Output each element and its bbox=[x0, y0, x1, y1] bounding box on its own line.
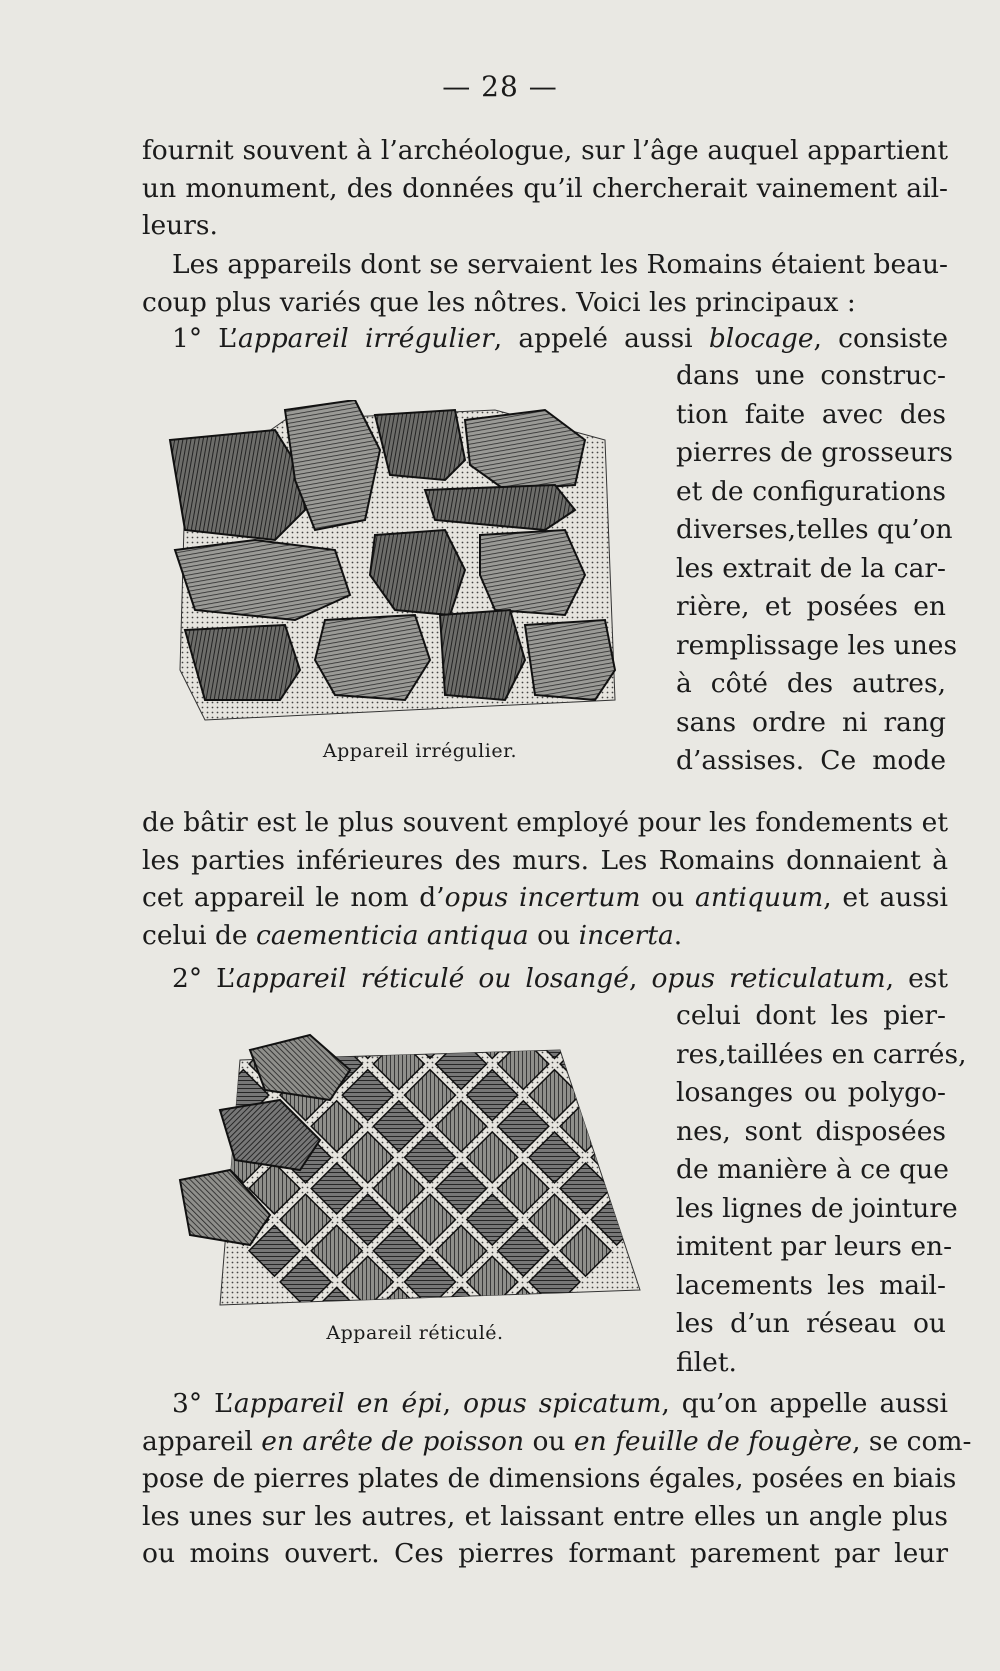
text-line bbox=[142, 1423, 972, 1461]
text-line: lacements les mail- bbox=[676, 1269, 946, 1301]
text-line: diverses,telles qu’on bbox=[676, 514, 953, 545]
text-line: nes, sont disposées bbox=[676, 1115, 946, 1147]
figure1-caption: Appareil irrégulier. bbox=[322, 740, 518, 762]
text-span: , est bbox=[885, 963, 949, 994]
item1-number: 1° L’ bbox=[172, 323, 238, 354]
item1-column-text bbox=[676, 357, 958, 781]
text-line: coup plus variés que les nôtres. Voici les principaux : bbox=[142, 286, 856, 318]
text-line: res,taillées en carrés, bbox=[676, 1038, 967, 1070]
text-line: à côté des autres, bbox=[676, 668, 946, 699]
text-line bbox=[142, 917, 948, 955]
figure-appareil-irregulier bbox=[165, 400, 645, 730]
text-span: , consiste bbox=[813, 323, 948, 354]
text-line: remplissage les unes bbox=[676, 629, 958, 661]
item2-number: 2° L’ bbox=[172, 963, 236, 994]
term-blocage: blocage bbox=[708, 323, 814, 354]
intro-paragraph bbox=[142, 132, 948, 245]
term-appareil-reticule: appareil réticulé ou losangé bbox=[235, 963, 629, 994]
term-feuille-de-fougere: en feuille de fougère bbox=[573, 1425, 853, 1457]
text-span: celui de bbox=[142, 919, 257, 951]
page-number: — 28 — bbox=[442, 70, 558, 103]
text-line: filet. bbox=[676, 1346, 737, 1378]
text-line: de bâtir est le plus souvent employé pour les fondements et bbox=[142, 807, 948, 838]
text-line bbox=[142, 1385, 948, 1423]
text-line: celui dont les pier- bbox=[676, 1000, 946, 1031]
text-line: tion faite avec des bbox=[676, 398, 946, 430]
term-caementicia-antiqua: caementicia antiqua bbox=[256, 919, 529, 951]
text-span: , et aussi bbox=[823, 882, 948, 913]
text-span: . bbox=[673, 919, 683, 951]
term-arete-de-poisson: en arête de poisson bbox=[261, 1425, 525, 1457]
text-line: et de configurations bbox=[676, 475, 946, 507]
text-line: fournit souvent à l’archéologue, sur l’âge auquel appartient bbox=[142, 135, 948, 166]
text-line: pose de pierres plates de dimensions égales, posées en biais bbox=[142, 1463, 957, 1494]
text-line: Les appareils dont se servaient les Romains étaient beau- bbox=[172, 249, 948, 280]
item1-continuation bbox=[142, 804, 948, 954]
text-line: les unes sur les autres, et laissant entre elles un angle plus bbox=[142, 1500, 948, 1532]
term-opus-spicatum: opus spicatum bbox=[463, 1388, 662, 1419]
term-appareil-irregulier: appareil irrégulier bbox=[237, 323, 494, 354]
text-line: les parties inférieures des murs. Les Romains donnaient à bbox=[142, 844, 948, 876]
figure2-caption: Appareil réticulé. bbox=[326, 1322, 504, 1344]
text-span: , appelé aussi bbox=[493, 323, 709, 354]
item2-column-text bbox=[676, 997, 967, 1382]
item2-heading bbox=[142, 960, 948, 998]
text-span: ou bbox=[528, 919, 579, 951]
item3-number: 3° L’ bbox=[172, 1388, 234, 1419]
text-span: , bbox=[442, 1388, 464, 1419]
appareils-paragraph bbox=[142, 246, 948, 321]
text-line: leurs. bbox=[142, 210, 218, 241]
text-span: cet appareil le nom d’ bbox=[142, 882, 445, 913]
text-span: , bbox=[628, 963, 652, 994]
term-incerta: incerta bbox=[578, 919, 674, 951]
text-line bbox=[142, 879, 948, 917]
text-span: , se com- bbox=[852, 1425, 972, 1457]
text-line: les extrait de la car- bbox=[676, 552, 946, 584]
item1-heading bbox=[142, 320, 948, 358]
text-line: ou moins ouvert. Ces pierres formant parement par leur bbox=[142, 1538, 948, 1569]
text-line: losanges ou polygo- bbox=[676, 1077, 946, 1108]
text-line: sans ordre ni rang bbox=[676, 706, 946, 738]
text-span: ou bbox=[640, 882, 696, 913]
text-span: , qu’on appelle aussi bbox=[661, 1388, 948, 1419]
text-line: rière, et posées en bbox=[676, 591, 946, 622]
figure-appareil-reticule bbox=[160, 1020, 650, 1315]
text-line: d’assises. Ce mode bbox=[676, 745, 946, 776]
term-antiquum: antiquum bbox=[695, 882, 824, 913]
term-opus-reticulatum: opus reticulatum bbox=[651, 963, 886, 994]
text-span: appareil bbox=[142, 1425, 262, 1457]
term-opus-incertum: opus incertum bbox=[444, 882, 641, 913]
text-line: les d’un réseau ou bbox=[676, 1308, 946, 1339]
text-line: pierres de grosseurs bbox=[676, 437, 954, 468]
text-span: ou bbox=[524, 1425, 574, 1457]
item3-paragraph bbox=[142, 1385, 972, 1573]
text-line: dans une construc- bbox=[676, 360, 946, 391]
text-line: les lignes de jointure bbox=[676, 1192, 958, 1224]
text-line: imitent par leurs en- bbox=[676, 1231, 953, 1262]
text-line: de manière à ce que bbox=[676, 1154, 949, 1185]
text-line: un monument, des données qu’il chercherait vainement ail- bbox=[142, 172, 948, 204]
term-appareil-en-epi: appareil en épi bbox=[233, 1388, 443, 1419]
